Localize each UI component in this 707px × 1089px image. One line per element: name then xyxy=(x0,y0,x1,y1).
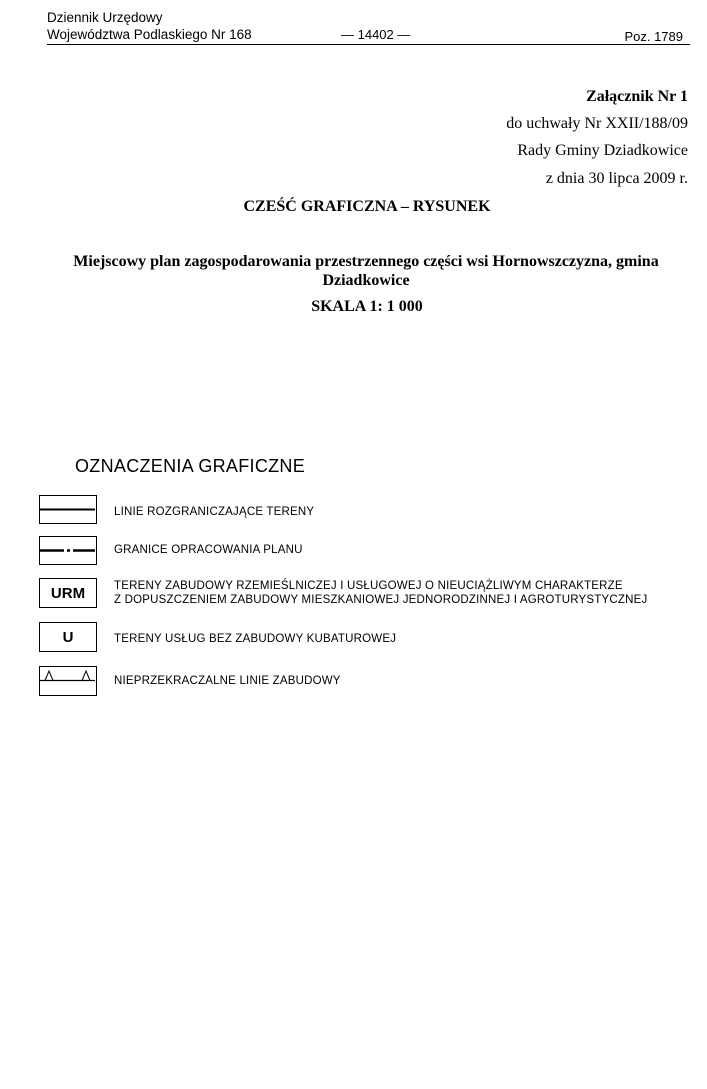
section-heading: CZEŚĆ GRAFICZNA – RYSUNEK xyxy=(243,198,491,215)
legend-item-plan-boundary: GRANICE OPRACOWANIA PLANU xyxy=(114,544,303,556)
attachment-resolution: do uchwały Nr XXII/188/09 xyxy=(506,115,688,132)
legend-item-urm-line1: TERENY ZABUDOWY RZEMIEŚLNICZEJ I USŁUGOWEJ O NIEUCIĄŻLIWYM CHARAKTERZE xyxy=(114,580,623,592)
attachment-date: z dnia 30 lipca 2009 r. xyxy=(545,170,688,187)
page-header xyxy=(47,9,690,45)
urm-symbol xyxy=(39,578,97,608)
legend-item-services: TERENY USŁUG BEZ ZABUDOWY KUBATUROWEJ xyxy=(114,633,397,645)
building-line-icon xyxy=(40,667,95,694)
building-line-symbol xyxy=(39,666,97,696)
u-symbol xyxy=(39,622,97,652)
header-divider xyxy=(47,44,690,45)
legend-item-building-lines: NIEPRZEKRACZALNE LINIE ZABUDOWY xyxy=(114,675,341,687)
dash-line-symbol xyxy=(39,536,97,565)
position-number: Poz. 1789 xyxy=(624,29,683,44)
journal-issue: Województwa Podlaskiego Nr 168 xyxy=(47,27,252,42)
attachment-council: Rady Gminy Dziadkowice xyxy=(517,142,688,159)
u-code: U xyxy=(62,628,74,646)
solid-line-icon xyxy=(40,496,95,522)
plan-title: Miejscowy plan zagospodarowania przestrzennego części wsi Hornowszczyzna, gmina Dziadkowice xyxy=(73,253,659,289)
urm-code: URM xyxy=(50,584,86,602)
legend-item-urm-line2: Z DOPUSZCZENIEM ZABUDOWY MIESZKANIOWEJ JEDNORODZINNEJ I AGROTURYSTYCZNEJ xyxy=(114,594,648,606)
legend-title: OZNACZENIA GRAFICZNE xyxy=(75,456,306,476)
attachment-title: Załącznik Nr 1 xyxy=(586,88,688,105)
plan-scale: SKALA 1: 1 000 xyxy=(311,298,423,315)
legend-item-boundary-lines: LINIE ROZGRANICZAJĄCE TERENY xyxy=(114,506,315,518)
dash-line-icon xyxy=(40,537,95,563)
solid-line-symbol xyxy=(39,495,97,524)
journal-name: Dziennik Urzędowy xyxy=(47,10,163,25)
page-number: — 14402 — xyxy=(341,27,411,42)
